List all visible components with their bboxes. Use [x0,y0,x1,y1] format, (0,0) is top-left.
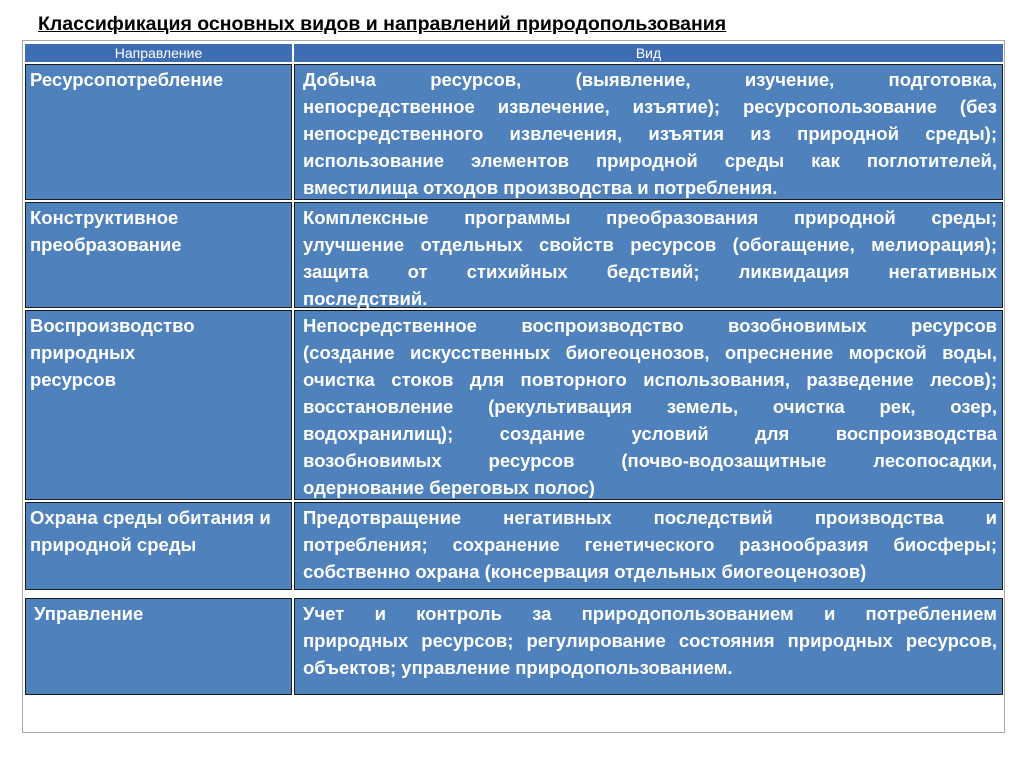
direction-cell [25,202,292,308]
kind-line: непосредственного извлечения, изъятия из природной среды); [303,123,997,144]
kind-line: Непосредственное воспроизводство возобновимых ресурсов [303,315,997,336]
header-kind: Вид [294,44,1003,62]
kind-line: одернование береговых полос) [303,477,595,498]
kind-line: вместилища отходов производства и потребления. [303,177,778,198]
classification-table [25,44,1003,697]
kind-line: последствий. [303,288,428,309]
kind-line: очистка стоков для повторного использования, разведение лесов); [303,369,997,390]
kind-line: потребления; сохранение генетического разнообразия биосферы; [303,534,997,555]
kind-cell [294,64,1003,200]
table-row [25,310,1003,500]
direction-cell [25,64,292,200]
direction-line: ресурсов [30,369,116,390]
kind-line: Учет и контроль за природопользованием и потреблением [303,603,997,624]
kind-line: непосредственное извлечение, изъятие); ресурсопользование (без [303,96,997,117]
kind-line: Добыча ресурсов, (выявление, изучение, подготовка, [303,69,997,90]
table-row [25,598,1003,695]
kind-line: Предотвращение негативных последствий производства и [303,507,997,528]
direction-cell [25,502,292,590]
direction-line: природной среды [30,534,197,555]
direction-line: преобразование [30,234,182,255]
kind-line: объектов; управление природопользованием. [303,657,733,678]
kind-line: улучшение отдельных свойств ресурсов (обогащение, мелиорация); [303,234,997,255]
table-row [25,502,1003,590]
table-row [25,64,1003,200]
kind-line: природных ресурсов; регулирование состояния природных ресурсов, [303,630,997,651]
direction-line: Охрана среды обитания и [30,507,271,528]
kind-cell [294,598,1003,695]
kind-cell [294,502,1003,590]
kind-cell [294,202,1003,308]
kind-line: восстановление (рекультивация земель, очистка рек, озер, [303,396,997,417]
direction-line: Конструктивное [30,207,179,228]
table-header [25,44,1003,62]
direction-line: Воспроизводство [30,315,195,336]
kind-line: возобновимых ресурсов (почво-водозащитные лесопосадки, [303,450,997,471]
kind-line: (создание искусственных биогеоценозов, опреснение морской воды, [303,342,997,363]
direction-cell [25,598,292,695]
direction-line: природных [30,342,136,363]
kind-line: водохранилищ); создание условий для воспроизводства [303,423,997,444]
kind-line: собственно охрана (консервация отдельных биогеоценозов) [303,561,867,582]
kind-line: защита от стихийных бедствий; ликвидация негативных [303,261,997,282]
direction-line: Управление [34,603,144,624]
direction-line: Ресурсопотребление [30,69,224,90]
slide-title: Классификация основных видов и направлений природопользования [38,13,727,35]
kind-line: Комплексные программы преобразования природной среды; [303,207,997,228]
direction-cell [25,310,292,500]
kind-cell [294,310,1003,500]
kind-line: использование элементов природной среды как поглотителей, [303,150,997,171]
header-direction: Направление [25,44,292,62]
table-row [25,202,1003,308]
